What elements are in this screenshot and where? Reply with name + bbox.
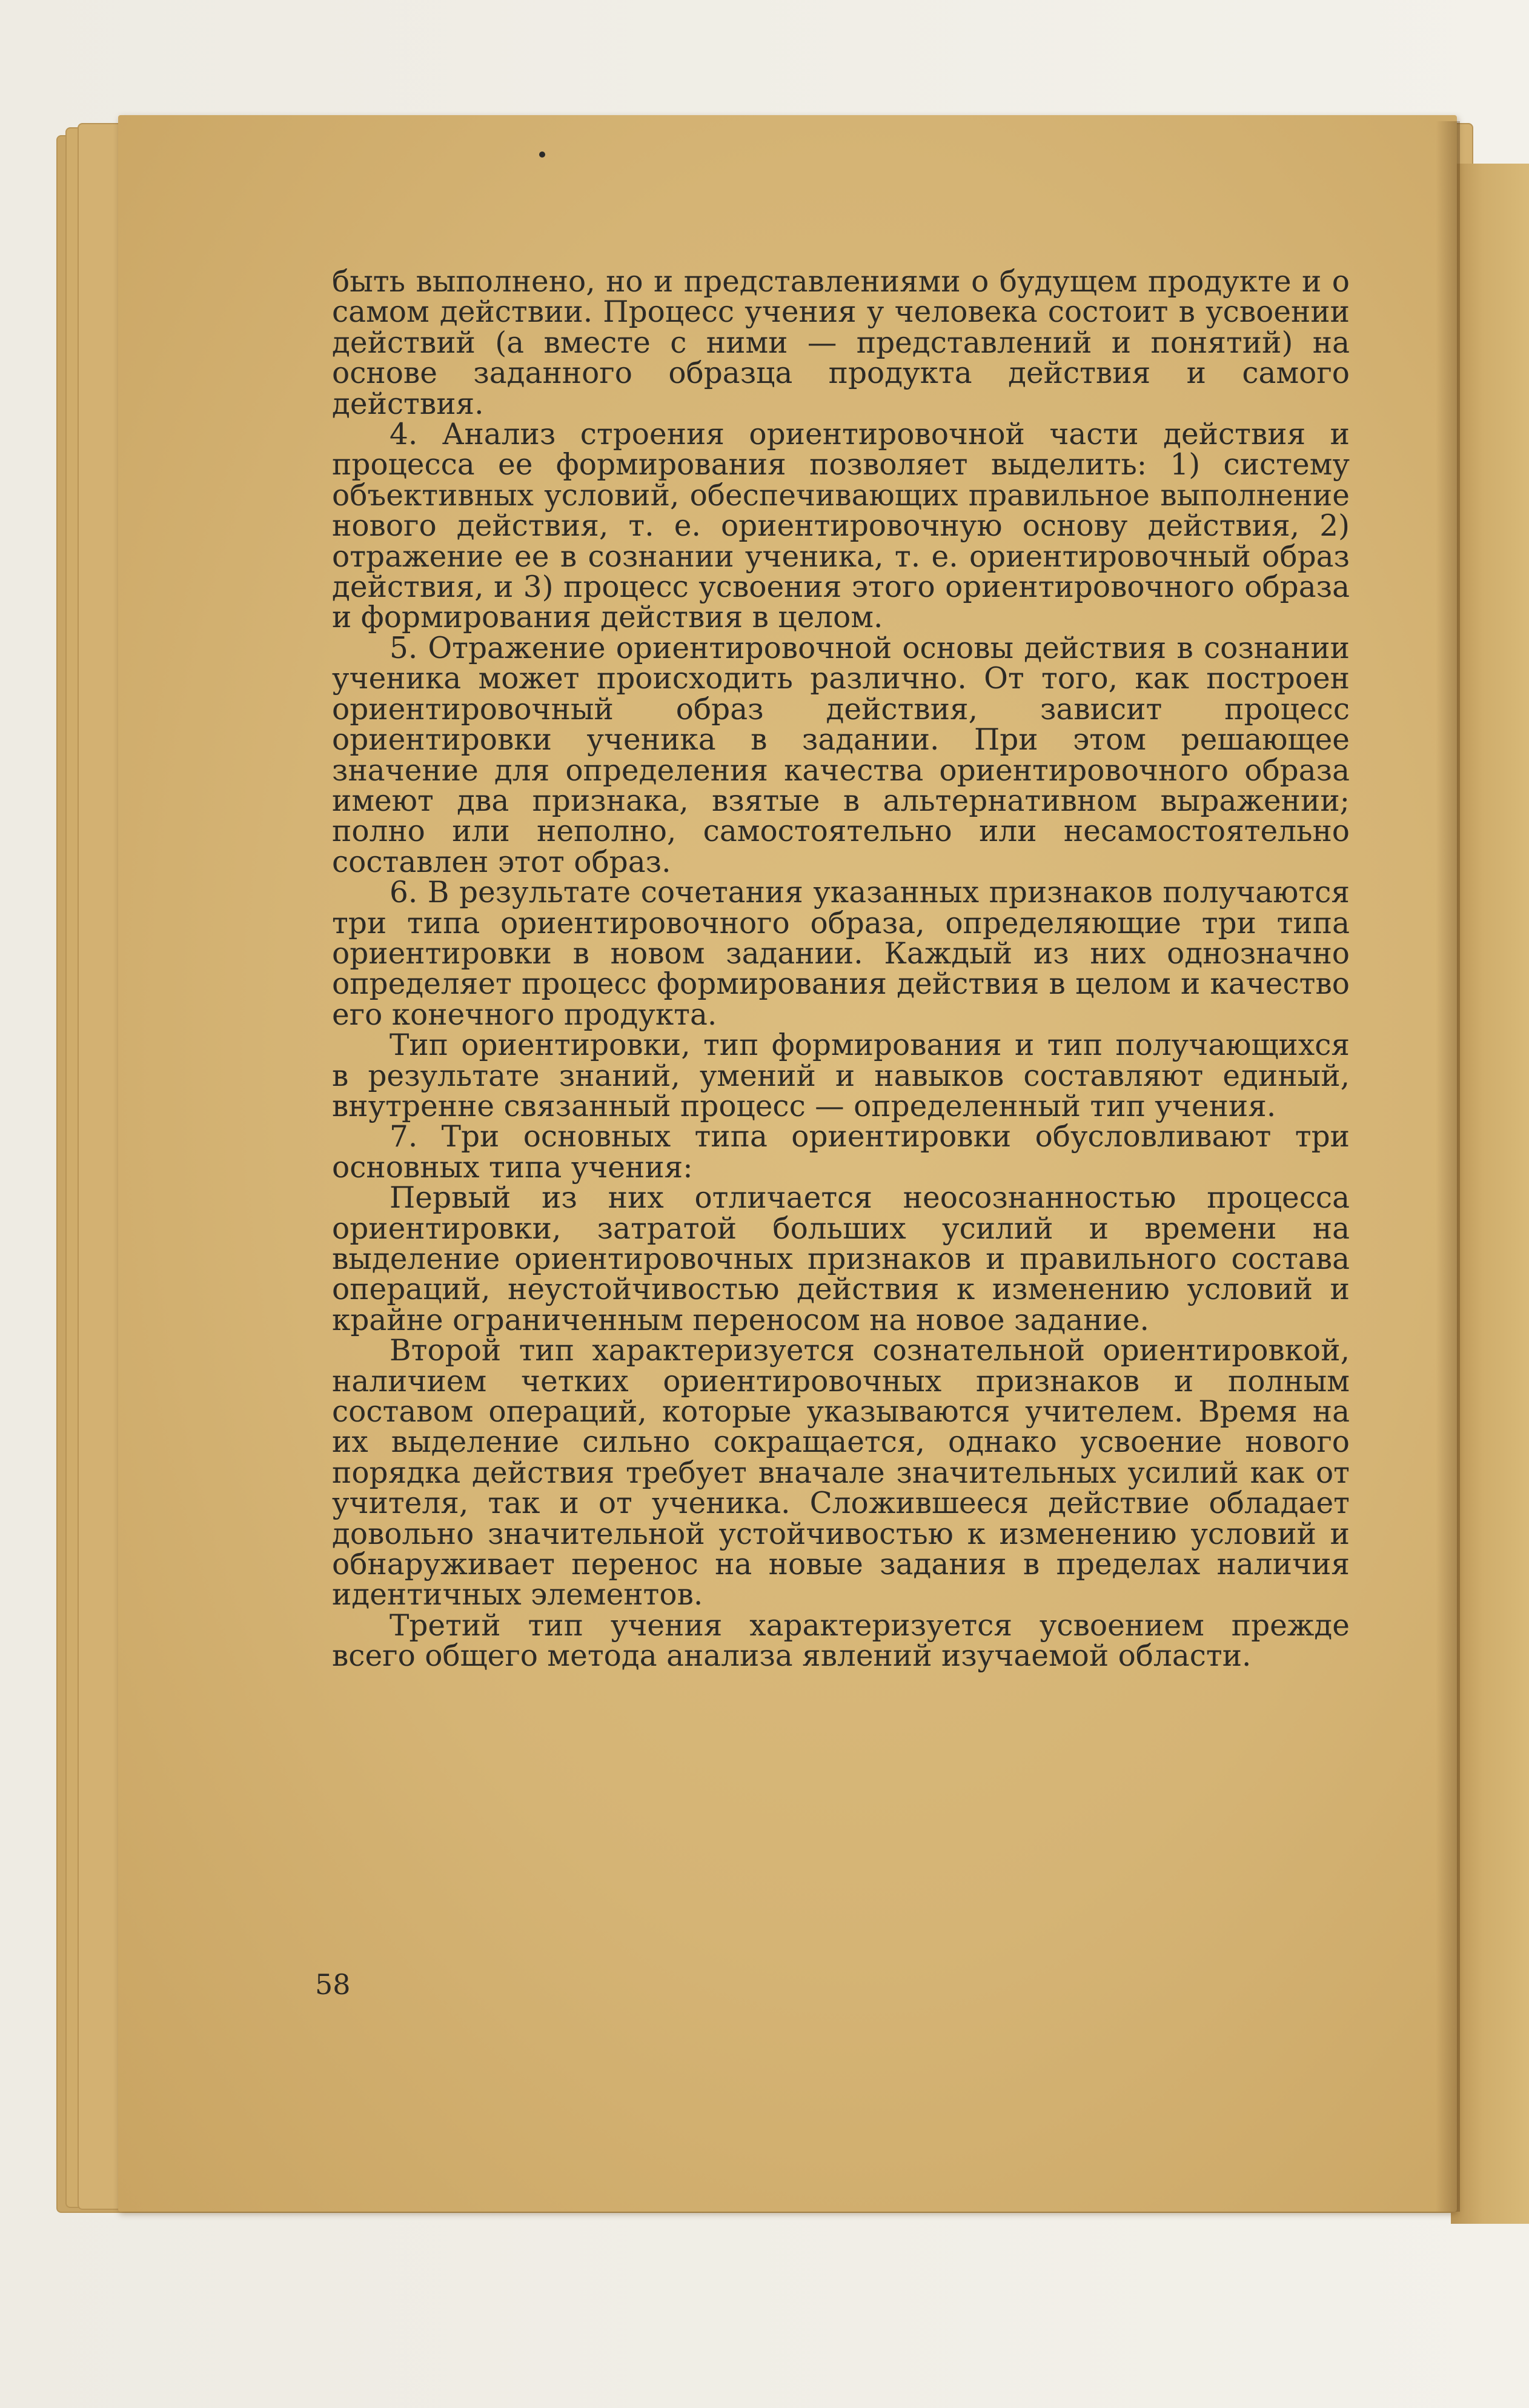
paragraph: Тип ориентировки, тип формирования и тип получающихся в результате знаний, умений и навыков составляют единый, внутренне связанный процесс — определенный тип учения. (332, 1028, 1350, 1123)
paragraph: 5. Отражение ориентировочной основы действия в сознании ученика может происходить различно. От того, как построен ориентировочный образ действия, зависит процесс ориентировки ученика в задании. При этом решающее значение для определения качества ориентировочного образа имеют два признака, взятые в альтернативном выражении; полно или неполно, самостоятельно или несамостоятельно составлен этот образ. (332, 631, 1350, 879)
paragraph: 7. Три основных типа ориентировки обусловливают три основных типа учения: (332, 1120, 1350, 1185)
paragraph: быть выполнено, но и представлениями о будущем продукте и о самом действии. Процесс учения у человека состоит в усвоении действий (а вместе с ними — представлений и понятий) на основе заданного образца продукта действия и самого действия. (332, 265, 1350, 421)
ink-dot (539, 151, 545, 158)
gutter-shadow (1436, 121, 1460, 2212)
facing-page-edge (1451, 164, 1529, 2224)
page-number: 58 (315, 1968, 351, 2001)
paragraph: Первый из них отличается неосознанностью процесса ориентировки, затратой больших усилий и времени на выделение ориентировочных признаков и правильного состава операций, неустойчивостью действия к изменению условий и крайне ограниченным переносом на новое задание. (332, 1181, 1350, 1337)
paragraph: Второй тип характеризуется сознательной ориентировкой, наличием четких ориентировочных признаков и полным составом операций, которые указываются учителем. Время на их выделение сильно сокращается, однако усвоение нового порядка действия требует вначале значительных усилий как от учителя, так и от ученика. Сложившееся действие обладает довольно значительной устойчивостью к изменению условий и обнаруживает перенос на новые задания в пределах наличия идентичных элементов. (332, 1334, 1350, 1612)
page-text (332, 267, 1350, 1672)
paragraph: 4. Анализ строения ориентировочной части действия и процесса ее формирования позволяет выделить: 1) систему объективных условий, обеспечивающих правильное выполнение нового действия, т. е. ориентировочную основу действия, 2) отражение ее в сознании ученика, т. е. ориентировочный образ действия, и 3) процесс усвоения этого ориентировочного образа и формирования действия в целом. (332, 417, 1350, 635)
paragraph: Третий тип учения характеризуется усвоением прежде всего общего метода анализа явлений изучаемой области. (332, 1608, 1350, 1674)
paragraph: 6. В результате сочетания указанных признаков получаются три типа ориентировочного образа, определяющие три типа ориентировки в новом задании. Каждый из них однозначно определяет процесс формирования действия в целом и качество его конечного продукта. (332, 876, 1350, 1032)
